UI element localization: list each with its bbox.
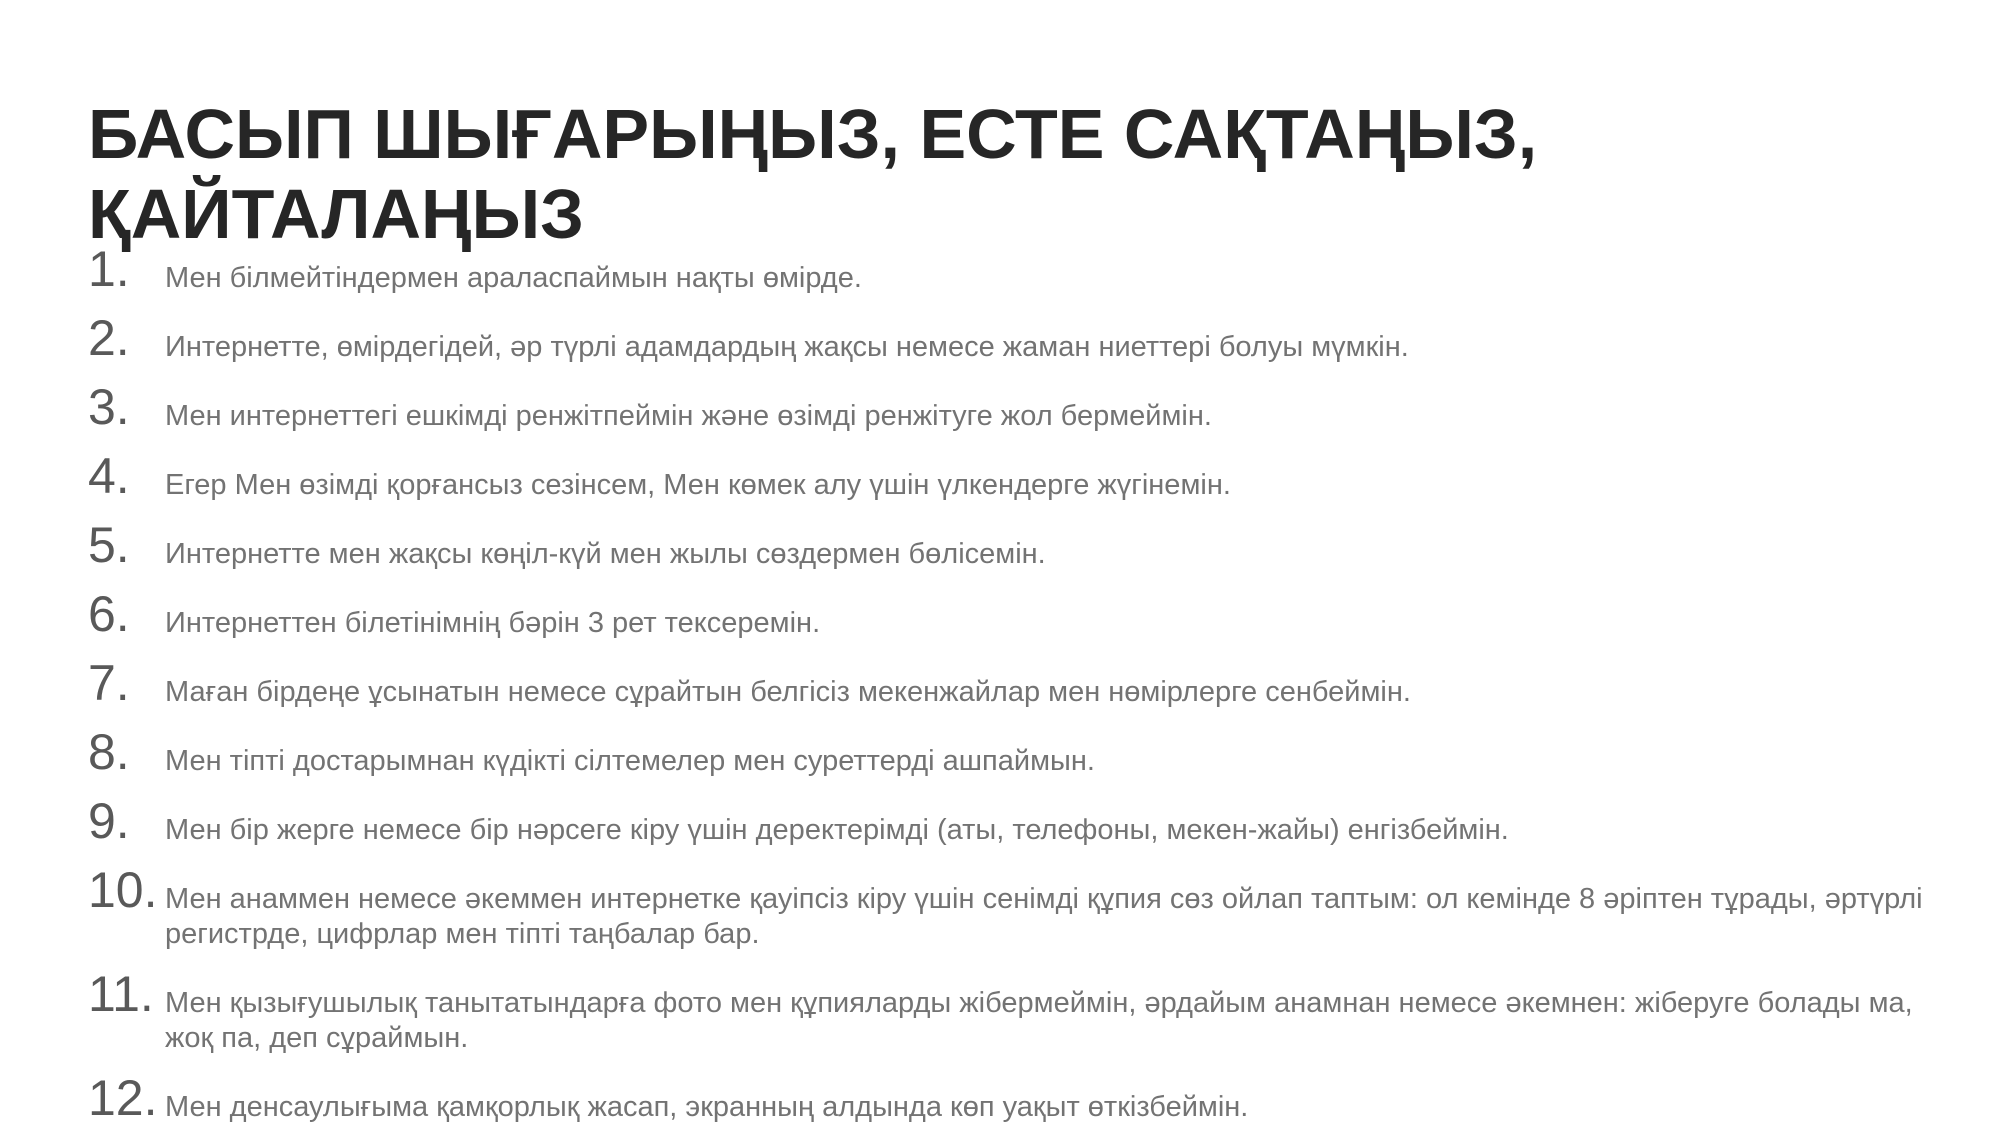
list-text: Егер Мен өзімді қорғансыз сезінсем, Мен көмек алу үшін үлкендерге жүгінемін.: [165, 469, 1231, 501]
list-number: 8.: [88, 724, 130, 780]
list-number: 4.: [88, 448, 130, 504]
list-text: Мен қызығушылық танытатындарға фото мен құпияларды жібермеймін, әрдайым анамнан немесе әкемнен: жіберуге болады ма, жоқ па, деп сұраймын.: [165, 987, 1913, 1054]
list-number: 3.: [88, 379, 130, 435]
list-text: Мен интернеттегі ешкімді ренжітпеймін және өзімді ренжітуге жол бермеймін.: [165, 400, 1212, 432]
list-item: [88, 724, 1968, 796]
list-item: [88, 862, 1968, 969]
rules-list: [88, 241, 1968, 1142]
list-text: Мен денсаулығыма қамқорлық жасап, экранның алдында көп уақыт өткізбеймін.: [165, 1091, 1249, 1123]
list-text: Интернеттен білетінімнің бәрін 3 рет тексеремін.: [165, 607, 821, 639]
list-item: [88, 1070, 1968, 1142]
list-item: [88, 241, 1968, 313]
list-number: 12.: [88, 1070, 158, 1126]
list-item: [88, 586, 1968, 658]
list-text: Мен анаммен немесе әкеммен интернетке қауіпсіз кіру үшін сенімді құпия сөз ойлап таптым: ол кемінде 8 әріптен тұрады, әртүрлі регистрде, цифрлар мен тіпті таңбалар бар.: [165, 883, 1923, 950]
list-text: Мен білмейтіндермен араласпаймын нақты өмірде.: [165, 262, 862, 294]
list-text: Маған бірдеңе ұсынатын немесе сұрайтын белгісіз мекенжайлар мен нөмірлерге сенбеймін.: [165, 676, 1411, 708]
list-item: [88, 379, 1968, 451]
list-number: 5.: [88, 517, 130, 573]
list-item: [88, 966, 1968, 1073]
list-text: Мен бір жерге немесе бір нәрсеге кіру үшін деректерімді (аты, телефоны, мекен-жайы) енгізбеймін.: [165, 814, 1509, 846]
list-item: [88, 310, 1968, 382]
list-number: 9.: [88, 793, 130, 849]
list-number: 1.: [88, 241, 130, 297]
list-text: Интернетте мен жақсы көңіл-күй мен жылы сөздермен бөлісемін.: [165, 538, 1046, 570]
list-number: 7.: [88, 655, 130, 711]
list-item: [88, 448, 1968, 520]
list-number: 2.: [88, 310, 130, 366]
list-text: Мен тіпті достарымнан күдікті сілтемелер мен суреттерді ашпаймын.: [165, 745, 1095, 777]
list-number: 6.: [88, 586, 130, 642]
list-item: [88, 517, 1968, 589]
list-text: Интернетте, өмірдегідей, әр түрлі адамдардың жақсы немесе жаман ниеттері болуы мүмкін.: [165, 331, 1409, 363]
list-item: [88, 793, 1968, 865]
list-number: 10.: [88, 862, 158, 918]
list-item: [88, 655, 1968, 727]
slide-title: БАСЫП ШЫҒАРЫҢЫЗ, ЕСТЕ САҚТАҢЫЗ, ҚАЙТАЛАҢЫЗ: [88, 95, 1538, 253]
list-number: 11.: [88, 966, 154, 1022]
